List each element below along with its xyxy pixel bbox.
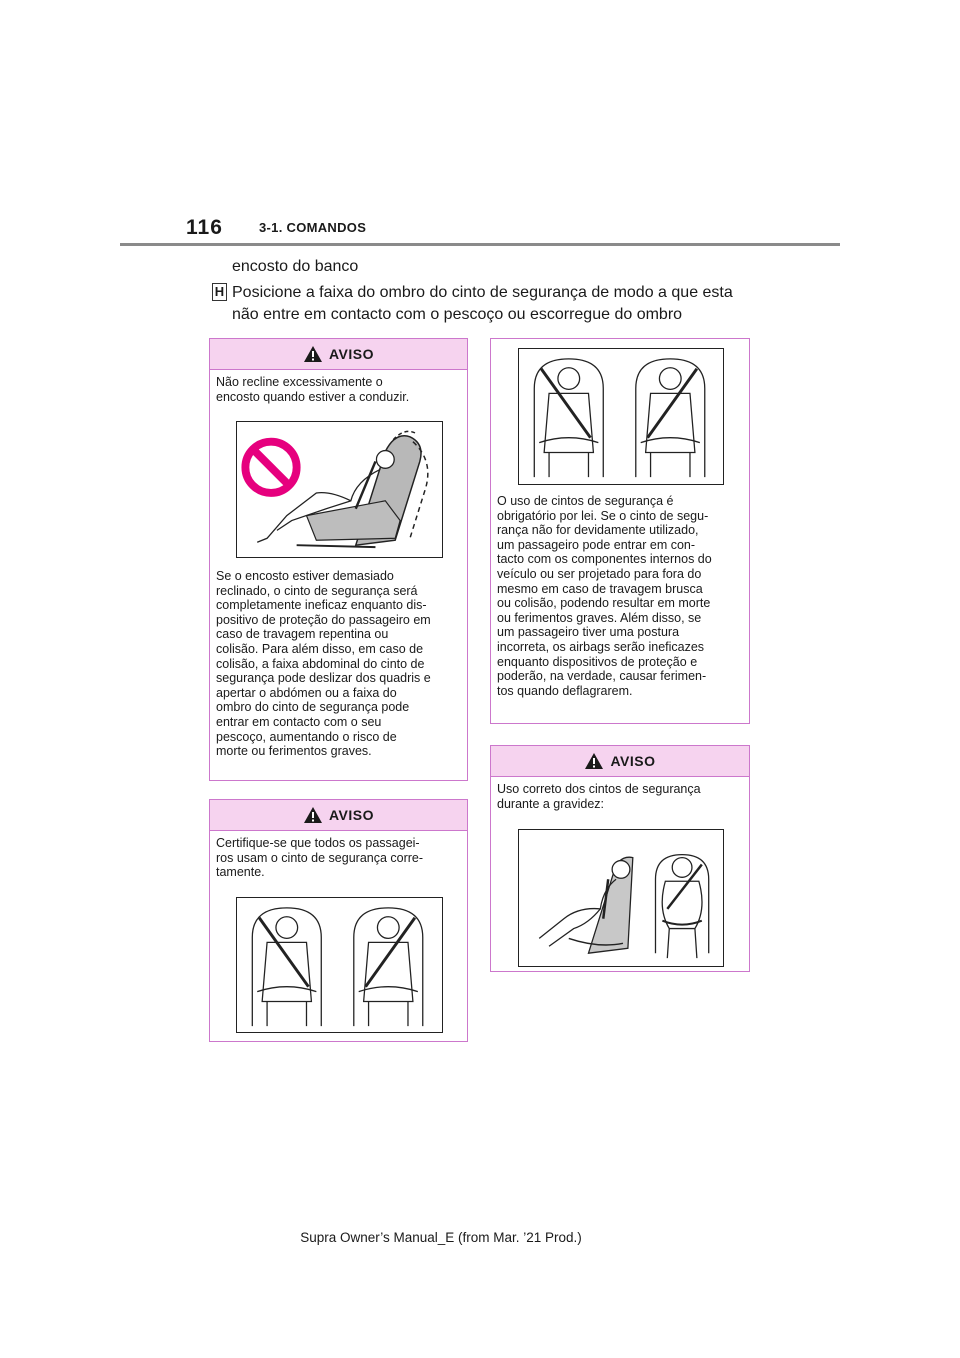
- warning-box-recline: [209, 338, 468, 781]
- reclined-seat-figure: [236, 421, 443, 558]
- warning-intro: Certifique-se que todos os passagei- ros usam o cinto de segurança corre- tamente.: [216, 836, 424, 880]
- intro-continuation: encosto do banco: [232, 258, 359, 275]
- warning-intro: Não recline excessivamente o encosto quando estiver a conduzir.: [216, 375, 410, 404]
- seated-passengers-figure: [518, 348, 724, 485]
- warning-triangle-icon: [303, 345, 323, 363]
- warning-header: [491, 746, 749, 777]
- pregnant-passenger-figure: [518, 829, 724, 967]
- item-h-marker: H: [212, 283, 227, 301]
- warning-triangle-icon: [584, 752, 604, 770]
- warning-header: [210, 339, 467, 370]
- prohibition-icon: [245, 442, 296, 493]
- warning-body: Se o encosto estiver demasiado reclinado, o cinto de segurança será completamente ineficaz enquanto dis- positivo de proteção do passageiro em caso de travagem repentina ou colisão. Para além disso, em caso de colisão, a faixa abdominal do cinto de segurança pode deslizar dos quadris e apertar o abdómen ou a faixa do ombro do cinto de segurança pode entrar em contacto com o seu pescoço, aumentando o risco de morte ou ferimentos graves.: [216, 569, 431, 759]
- warning-box-all-passengers: [209, 799, 468, 1042]
- warning-triangle-icon: [303, 806, 323, 824]
- footer-manual-title: Supra Owner’s Manual_E (from Mar. ’21 Prod.): [300, 1230, 582, 1245]
- header-rule: [120, 243, 840, 246]
- warning-title: AVISO: [328, 807, 375, 823]
- warning-title: AVISO: [328, 346, 375, 362]
- page-number: 116: [186, 216, 223, 239]
- warning-header: [210, 800, 467, 831]
- warning-title: AVISO: [610, 753, 656, 769]
- seatbelt-law-box: [490, 338, 750, 724]
- warning-box-pregnancy: [490, 745, 750, 972]
- seatbelt-law-text: O uso de cintos de segurança é obrigatório por lei. Se o cinto de segu- rança não for devidamente utilizado, um passageiro pode entrar em con- tacto com os componentes internos do veículo ou ser projetado para fora do mesmo em caso de travagem brusca ou colisão, podendo resultar em morte ou ferimentos graves. Além disso, se um passageiro tiver uma postura incorreta, os airbags serão ineficazes enquanto dispositivos de proteção e poderão, na verdade, causar ferimen- tos quando deflagrarem.: [497, 494, 712, 698]
- section-title: 3-1. COMANDOS: [259, 220, 367, 235]
- seated-passengers-figure: [236, 897, 443, 1033]
- item-h-text: Posicione a faixa do ombro do cinto de segurança de modo a que esta não entre em contacto com o pescoço ou escorregue do ombro: [232, 284, 733, 323]
- warning-intro: Uso correto dos cintos de segurança durante a gravidez:: [497, 782, 701, 811]
